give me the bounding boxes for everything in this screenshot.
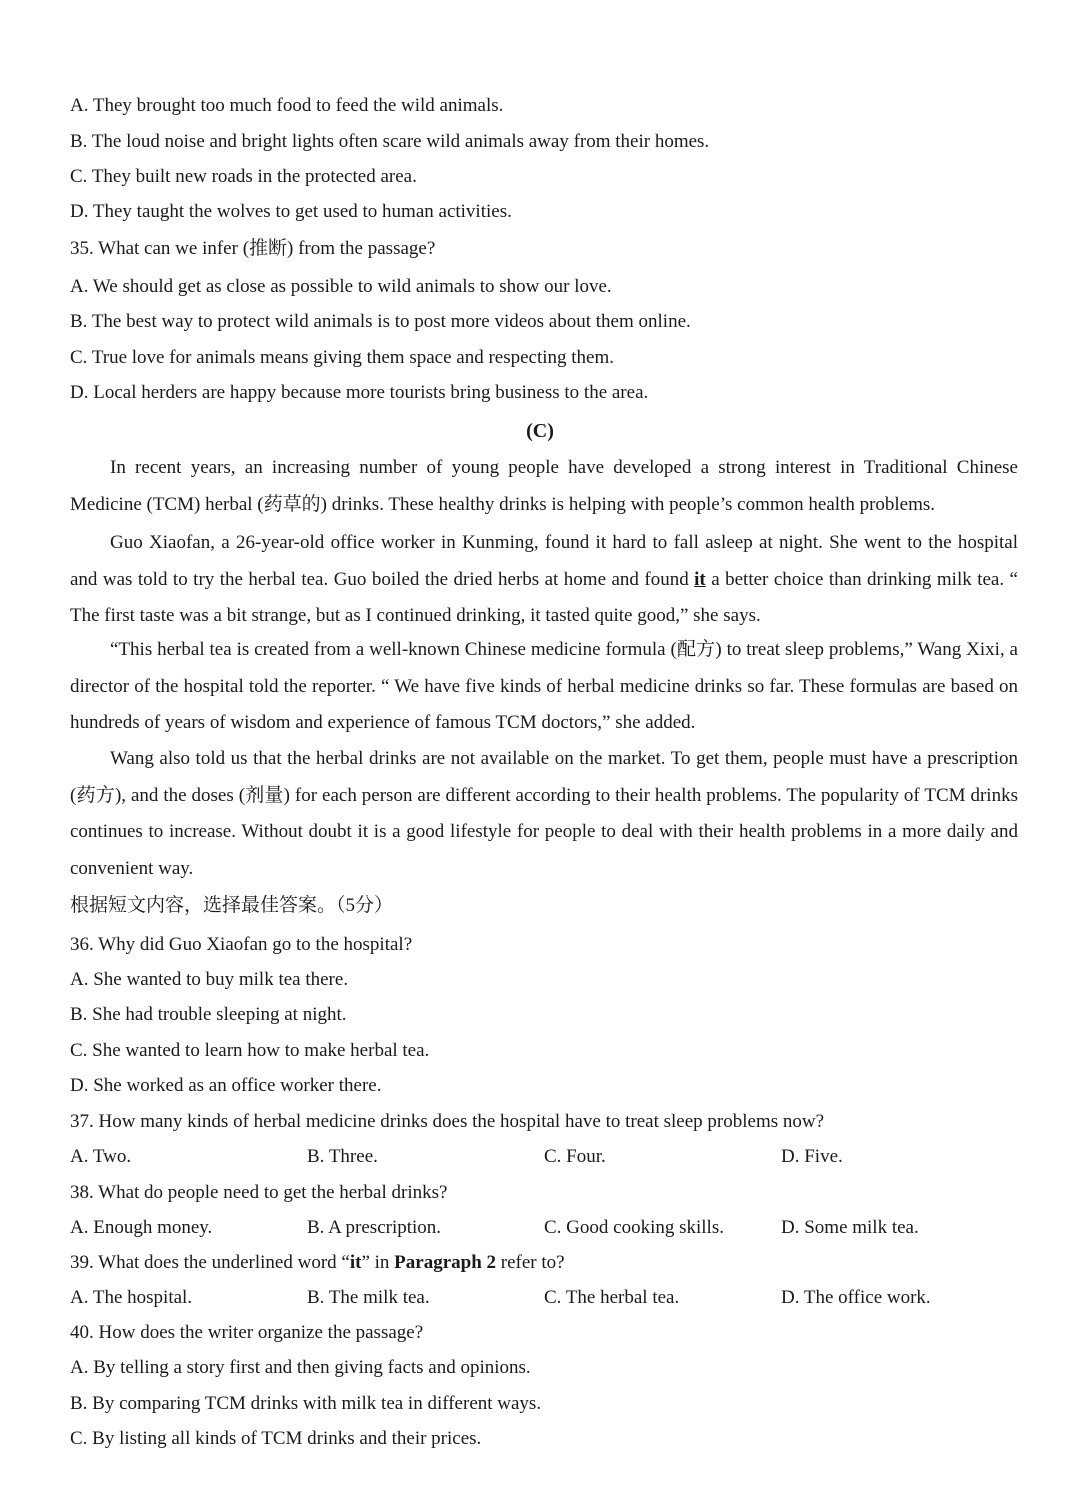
q39-stem-part-2: ” in [361, 1252, 395, 1273]
instruction-text: 根据短文内容，选择最佳答案。（5分） [70, 895, 394, 916]
paragraph-1-text: In recent years, an increasing number of young people have developed a strong interest in Traditional Chinese Medicine (TCM) herbal (药草的) drinks. These healthy drinks is helping with people’s common health problems. [70, 457, 1018, 515]
paragraph-3-text: “This herbal tea is created from a well-known Chinese medicine formula (配方) to treat sleep problems,” Wang Xixi, a director of the hospital told the reporter. “ We have five kinds of herbal medicine drinks so far. These formulas are based on hundreds of years of wisdom and experience of famous TCM doctors,” she added. [70, 639, 1018, 733]
q37-option-a: A. Two. [70, 1146, 132, 1167]
option-d: D. They taught the wolves to get used to human activities. [70, 201, 512, 222]
q37-option-c: C. Four. [544, 1146, 606, 1167]
q39-options [70, 1286, 1070, 1310]
question-40-stem: 40. How does the writer organize the passage? [70, 1322, 424, 1343]
q35-option-b: B. The best way to protect wild animals is to post more videos about them online. [70, 311, 691, 332]
question-38-stem: 38. What do people need to get the herbal drinks? [70, 1182, 448, 1203]
paragraph-2-text-start: Guo Xiaofan, a 26-year-old office worker in Kunming, found it hard to fall asleep at night. She went to the hospital and was told to try the herbal tea. Guo boiled the dried herbs at home and found [70, 532, 1018, 590]
q38-options [70, 1216, 1070, 1240]
passage-paragraph-4 [70, 741, 1018, 887]
q40-option-b: B. By comparing TCM drinks with milk tea in different ways. [70, 1393, 542, 1414]
q35-option-c: C. True love for animals means giving them space and respecting them. [70, 347, 615, 368]
underlined-word-it: it [694, 568, 706, 590]
q35-option-a: A. We should get as close as possible to wild animals to show our love. [70, 276, 612, 297]
q38-option-a: A. Enough money. [70, 1217, 213, 1238]
q39-stem-paragraph: Paragraph 2 [394, 1252, 497, 1273]
passage-paragraph-3 [70, 632, 1018, 742]
question-37-stem: 37. How many kinds of herbal medicine drinks does the hospital have to treat sleep problems now? [70, 1111, 825, 1132]
q36-option-a: A. She wanted to buy milk tea there. [70, 969, 349, 990]
option-a: A. They brought too much food to feed the wild animals. [70, 95, 504, 116]
q36-option-d: D. She worked as an office worker there. [70, 1075, 382, 1096]
question-36-stem: 36. Why did Guo Xiaofan go to the hospital? [70, 934, 413, 955]
q38-option-b: B. A prescription. [307, 1217, 442, 1238]
q39-option-d: D. The office work. [781, 1287, 931, 1308]
q36-option-b: B. She had trouble sleeping at night. [70, 1004, 347, 1025]
q37-option-d: D. Five. [781, 1146, 843, 1167]
question-35-stem: 35. What can we infer (推断) from the passage? [70, 238, 436, 259]
q39-option-a: A. The hospital. [70, 1287, 193, 1308]
q39-stem-part-3: refer to? [496, 1252, 565, 1273]
q37-options [70, 1145, 1070, 1169]
q39-option-b: B. The milk tea. [307, 1287, 430, 1308]
question-39-stem [70, 1251, 565, 1275]
paragraph-2-text-end: a better choice than drinking milk tea. “ The first taste was a bit strange, but as I continued drinking, it tasted quite good,” she says. [70, 568, 1018, 626]
q37-option-b: B. Three. [307, 1146, 378, 1167]
q39-stem-part-1: 39. What does the underlined word “ [70, 1252, 350, 1273]
q38-option-c: C. Good cooking skills. [544, 1217, 724, 1238]
q39-option-c: C. The herbal tea. [544, 1287, 680, 1308]
option-b: B. The loud noise and bright lights often scare wild animals away from their homes. [70, 131, 710, 152]
q40-option-a: A. By telling a story first and then giving facts and opinions. [70, 1357, 531, 1378]
q39-stem-word: it [349, 1252, 362, 1273]
q38-option-d: D. Some milk tea. [781, 1217, 919, 1238]
paragraph-4-text: Wang also told us that the herbal drinks are not available on the market. To get them, people must have a prescription (药方), and the doses (剂量) for each person are different according to their health problems. The popularity of TCM drinks continues to increase. Without doubt it is a good lifestyle for people to deal with their health problems in a more daily and convenient way. [70, 748, 1018, 879]
q40-option-c: C. By listing all kinds of TCM drinks and their prices. [70, 1428, 482, 1449]
passage-paragraph-2 [70, 525, 1018, 635]
q35-option-d: D. Local herders are happy because more tourists bring business to the area. [70, 382, 649, 403]
option-c: C. They built new roads in the protected area. [70, 166, 417, 187]
q36-option-c: C. She wanted to learn how to make herbal tea. [70, 1040, 430, 1061]
section-heading: (C) [526, 420, 554, 442]
passage-paragraph-1 [70, 450, 1018, 523]
